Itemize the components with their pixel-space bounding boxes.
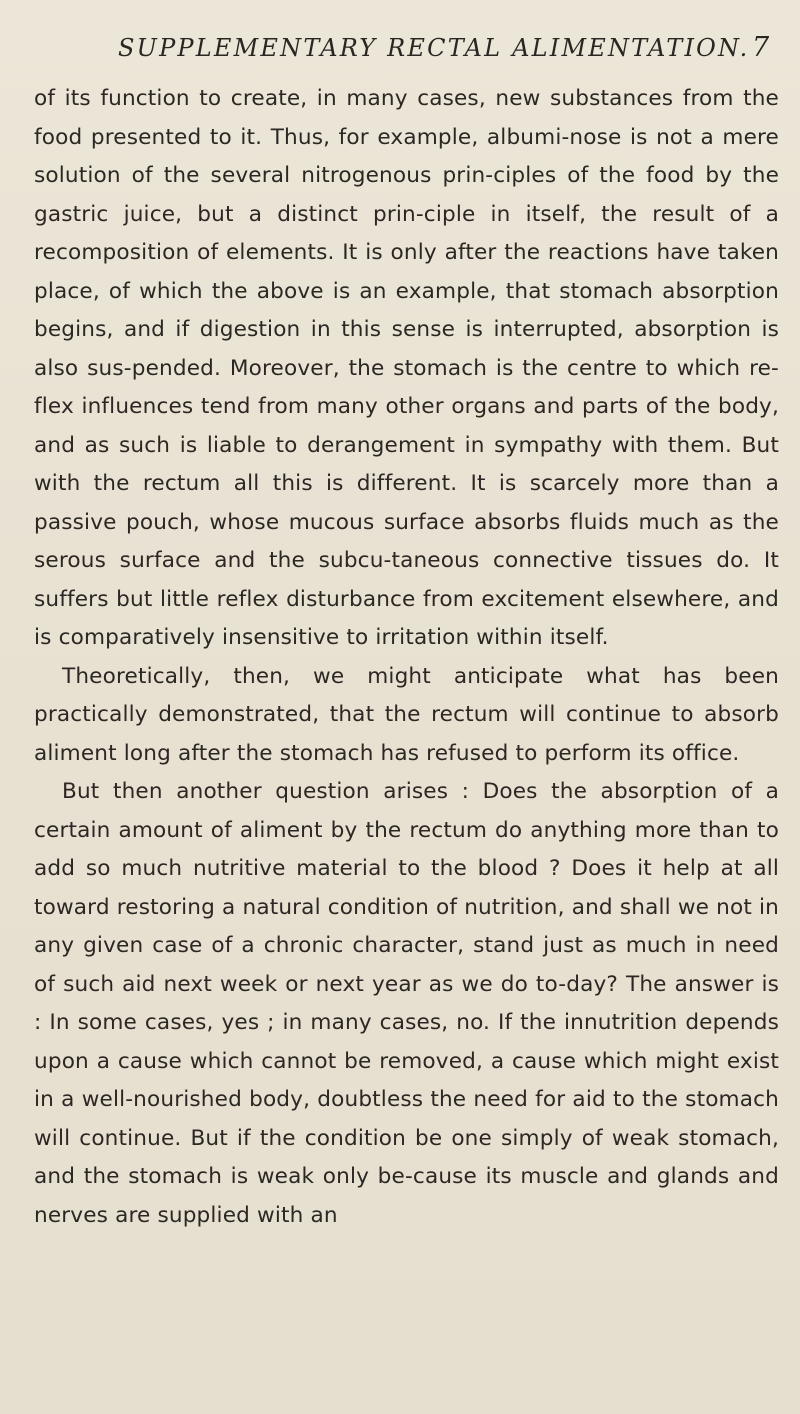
- body-text: [34, 80, 779, 1235]
- paragraph-question: But then another question arises : Does the absorption of a certain amount of aliment by the rectum do anything more than to add so much nutritive material to the blood ? Does it help at all toward restoring a natural condition of nutrition, and shall we not in any given case of a chronic character, stand just as much in need of such aid next week or next year as we do to-day? The answer is : In some cases, yes ; in many cases, no. If the innutrition depends upon a cause which cannot be removed, a cause which might exist in a well-nourished body, doubtless the need for aid to the stomach will continue. But if the condition be one simply of weak stomach, and the stomach is weak only be-cause its muscle and glands and nerves are supplied with an: [34, 779, 779, 1228]
- running-title: SUPPLEMENTARY RECTAL ALIMENTATION.: [118, 34, 750, 62]
- page-number: 7: [752, 32, 770, 63]
- paragraph-continuation: of its function to create, in many cases, new substances from the food presented to it. Thus, for example, albumi-nose is not a mere solution of the several nitrogenous prin-ciples of the food by the gastric juice, but a distinct prin-ciple in itself, the result of a recomposition of elements. It is only after the reactions have taken place, of which the above is an example, that stomach absorption begins, and if digestion in this sense is interrupted, absorption is also sus-pended. Moreover, the stomach is the centre to which re-flex influences tend from many other organs and parts of the body, and as such is liable to derangement in sympathy with them. But with the rectum all this is different. It is scarcely more than a passive pouch, whose mucous surface absorbs fluids much as the serous surface and the subcu-taneous connective tissues do. It suffers but little reflex disturbance from excitement elsewhere, and is comparatively insensitive to irritation within itself.: [34, 86, 779, 650]
- running-header: [0, 30, 800, 70]
- paragraph-theoretically: Theoretically, then, we might anticipate what has been practically demonstrated, that the rectum will continue to absorb aliment long after the stomach has refused to perform its office.: [34, 663, 779, 766]
